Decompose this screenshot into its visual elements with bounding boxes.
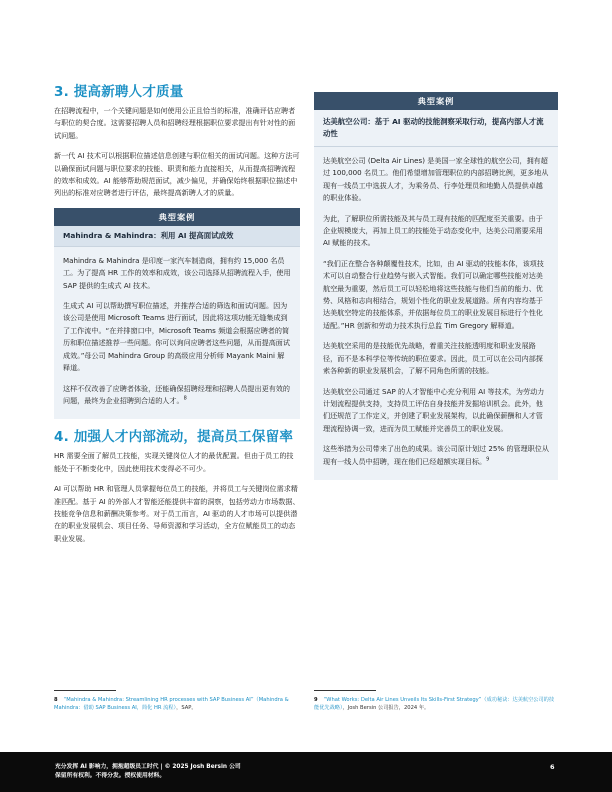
footnote-divider-left <box>54 690 116 691</box>
case-study-body <box>314 147 558 480</box>
delta-paragraph-6 <box>323 443 549 468</box>
case-study-subheading: 达美航空公司：基于 AI 驱动的技能洞察采取行动，提高内部人才流动性 <box>314 110 558 147</box>
case-study-body <box>54 247 300 419</box>
left-column <box>54 84 300 553</box>
footnote-8 <box>54 696 300 712</box>
case-study-delta <box>314 92 558 480</box>
footnote-8-tail: ，SAP。 <box>176 705 197 711</box>
page-footer <box>0 752 612 792</box>
case-paragraph-2: 生成式 AI 可以帮助撰写职位描述，并推荐合适的筛选和面试问题。因为该公司是使用 Microsoft Teams 进行面试，因此将这项功能无缝集成到了工作流中。“在并排窗口中，Microsoft Teams 频道会根据应聘者的简历和职位描述推荐一些问题。你可以询问应聘者这些问题，从而提高面试成效。”母公司 Mahindra Group 的高级应用分析师 Mayank Maini 解释道。 <box>63 301 290 373</box>
footnote-8-link[interactable]: “Mahindra & Mahindra: Streamlining HR processes with SAP Business AI”（Mahindra & Mahindra：借助 SAP Business AI，简化 HR 流程） <box>54 697 289 711</box>
delta-paragraph-4: 达美航空采用的是技能优先战略，着重关注技能透明度和职业发展路径，而不是本科学位等传统的职位要求。因此，员工可以在公司内部探索各种新的职业发展机会，了解不同角色所需的技能。 <box>323 341 543 376</box>
section-4-title: 4. 加强人才内部流动，提高员工保留率 <box>54 429 294 446</box>
footnote-marker-8[interactable]: 8 <box>183 395 187 402</box>
delta-paragraph-5: 达美航空公司通过 SAP 的人才智能中心充分利用 AI 等技术，为劳动力计划流程提供支持，支持员工评估自身技能并发掘培训机会。此外，他们还规范了工作定义，并创建了职业发展架构，以此确保薪酬和人才管理流程协调一致，进而为员工赋能并完善员工的职业发展。 <box>323 386 545 433</box>
right-column <box>314 92 558 490</box>
case-paragraph-1: Mahindra & Mahindra 是印度一家汽车制造商，拥有约 15,000 名员工。为了提高 HR 工作的效率和成效，该公司选择从招聘流程入手，使用 SAP 提供的生成式 AI 技术。 <box>63 255 291 290</box>
section-4-paragraph-1: HR 需要全面了解员工技能，实现关键岗位人才的最优配置。但由于员工的技能处于不断变化中，因此使用技术变得必不可少。 <box>54 451 294 473</box>
footnote-9-tail: ，Josh Bersin 公司报告，2024 年。 <box>342 705 430 711</box>
footnote-9-number: 9 <box>314 697 318 703</box>
footnote-marker-9[interactable]: 9 <box>486 456 490 463</box>
footer-rights-line: 保留所有权利。不得分发。授权使用材料。 <box>55 773 166 779</box>
section-3-title: 3. 提高新聘人才质量 <box>54 84 184 100</box>
case-paragraph-3-text: 这样不仅改善了应聘者体验，还能确保招聘经理和招聘人员提出更有效的问题，最终为企业招聘到合适的人才。 <box>63 383 290 405</box>
page-number: 6 <box>550 763 555 771</box>
case-study-header: 典型案例 <box>314 92 558 110</box>
case-study-subheading: Mahindra & Mahindra：利用 AI 提高面试成效 <box>54 226 300 247</box>
case-study-header: 典型案例 <box>54 208 300 226</box>
footer-copyright-line: 充分发挥 AI 影响力，拥抱超级员工时代 | © 2025 Josh Bersin 公司 <box>55 764 241 770</box>
delta-paragraph-6-text: 这些举措为公司带来了出色的成果。该公司原计划过 25% 的管理职位从现有一线人员中招聘，现在他们已经超额实现目标。 <box>323 444 549 466</box>
section-4-paragraph-2: AI 可以帮助 HR 和管理人员掌握每位员工的技能，并将员工与关键岗位需求精准匹配。基于 AI 的外部人才智能还能提供丰富的洞察，包括劳动力市场数据、技能竞争信息和薪酬决策参考。对于员工而言，AI 驱动的人才市场可以提供潜在的职业发展机会、项目任务、导师资源和学习活动，全方位赋能员工的动态职业发展。 <box>54 484 300 543</box>
delta-paragraph-1: 达美航空公司 (Delta Air Lines) 是美国一家全球性的航空公司，拥有超过 100,000 名员工。他们希望增加管理职位的内部招聘比例，更多地从现有一线员工中选拔人才，为乘务员、行李处理员和地勤人员提供卓越的职业体验。 <box>323 156 549 203</box>
footnote-8-number: 8 <box>54 697 58 703</box>
case-paragraph-3 <box>63 383 291 408</box>
footnote-divider-right <box>314 690 376 691</box>
section-3-paragraph-1: 在招聘流程中，一个关键问题是如何使用公正且恰当的标准，准确评估应聘者与职位的契合度。这需要招聘人员和招聘经理根据职位要求提出有针对性的面试问题。 <box>54 106 296 140</box>
case-study-mahindra <box>54 208 300 419</box>
section-3-paragraph-2: 新一代 AI 技术可以根据职位描述信息创建与职位相关的面试问题。这种方法可以确保面试问题与职位要求的技能、职责和能力直接相关，从而提高招聘流程的效率和成效。AI 能够帮助规范面试，减少偏见，并确保始终根据职位描述中列出的标准对应聘者进行评估，最终提高新聘人才的质量。 <box>54 151 300 198</box>
delta-paragraph-3: “我们正在整合各种颠覆性技术，比如，由 AI 驱动的技能本体，该项技术可以自动整合行业趋势与嵌入式智能。我们可以确定哪些技能对达美航空最为重要，然后员工可以轻松地将这些技能与他们当前的能力、优势、风格和志向相结合，规划个性化的职业发展道路。所有内容均基于达美航空特定的技能体系，并依据每位员工的职业发展目标进行个性化适配。”HR 创新和劳动力技术执行总监 Tim Gregory 解释道。 <box>323 258 544 330</box>
footnote-9 <box>314 696 558 712</box>
delta-paragraph-2: 为此，了解职位所需技能及其与员工现有技能的匹配度至关重要。由于企业规模庞大，再加上员工的技能处于动态变化中，达美公司需要采用 AI 赋能的技术。 <box>323 213 543 248</box>
footnote-9-link[interactable]: “What Works: Delta Air Lines Unveils Its Skills-First Strategy”（成功秘诀：达美航空公司的技能优先战略） <box>314 697 555 711</box>
